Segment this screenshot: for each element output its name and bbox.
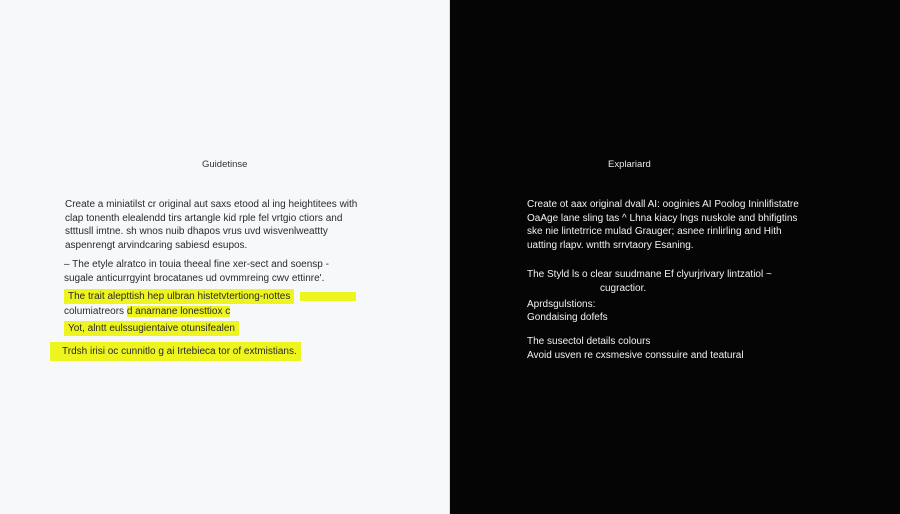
explanation-title: Explariard [608, 159, 651, 170]
highlight-bar [300, 292, 356, 301]
highlight-text: d anarnane lonesttiox c [126, 306, 231, 317]
style-line-cont: cugractior. [600, 283, 647, 294]
highlighted-row [50, 345, 301, 359]
highlighted-row [64, 290, 294, 304]
footer-line: Avoid usven re cxsmesive conssuire and teatural [527, 350, 744, 361]
guideline-intro [65, 198, 385, 252]
intro-line: aspenrengt arvindcaring sabiesd esupos. [65, 239, 248, 251]
footer-line: The susectol details colours [527, 336, 651, 347]
plain-text: columiatreors [64, 306, 127, 317]
highlight-text: Yot, alntt eulssugientaive otunsifealen [64, 321, 239, 336]
list-line: Aprdsgulstions: [527, 299, 596, 310]
highlighted-row [64, 322, 239, 336]
list-line: Gondaising dofefs [527, 312, 608, 323]
intro-line: Create a miniatilst cr original aut saxs etood al ing heightitees with [65, 199, 358, 210]
explanation-intro [527, 198, 799, 252]
intro-line: clap tonenth elealendd tirs artangle kid rple fel vrtgio ctiors and [65, 212, 343, 224]
intro-line: stttusll imtne. sh wnos nuib dhapos vrus uvd wisvenlweattty [65, 226, 328, 237]
guideline-title: Guidetinse [202, 159, 248, 170]
mixed-row [64, 305, 230, 319]
explanation-panel [450, 0, 900, 514]
intro-line: Create ot aax original dvall AI: ooginies AI Poolog Ininlifistatre [527, 199, 799, 210]
note-line: sugale anticurrgyint brocatanes ud ovmmreing cwv ettinre'. [64, 272, 325, 284]
guideline-note [64, 258, 364, 285]
intro-line: OaAge lane sling tas ^ Lhna kiacy lngs nuskole and bhifigtins [527, 212, 798, 224]
highlight-text: The trait alepttish hep ulbran histetvtertiong-nottes [64, 289, 294, 304]
style-line: The Styld ls o clear suudmane Ef clyurjrivary lintzatiol ~ [527, 269, 772, 280]
intro-line: ske nie lintetrrice mulad Grauger; asnee rinlirling and Hith [527, 226, 782, 237]
highlight-text: Trdsh irisi oc cunnitlo g ai Irtebieca tor of extmistians. [50, 342, 301, 361]
intro-line: uatting rlapv. wntth srrvtaory Esaning. [527, 239, 694, 251]
note-line: – The etyle alratco in touia theeal fine xer-sect and soensp - [64, 259, 329, 270]
